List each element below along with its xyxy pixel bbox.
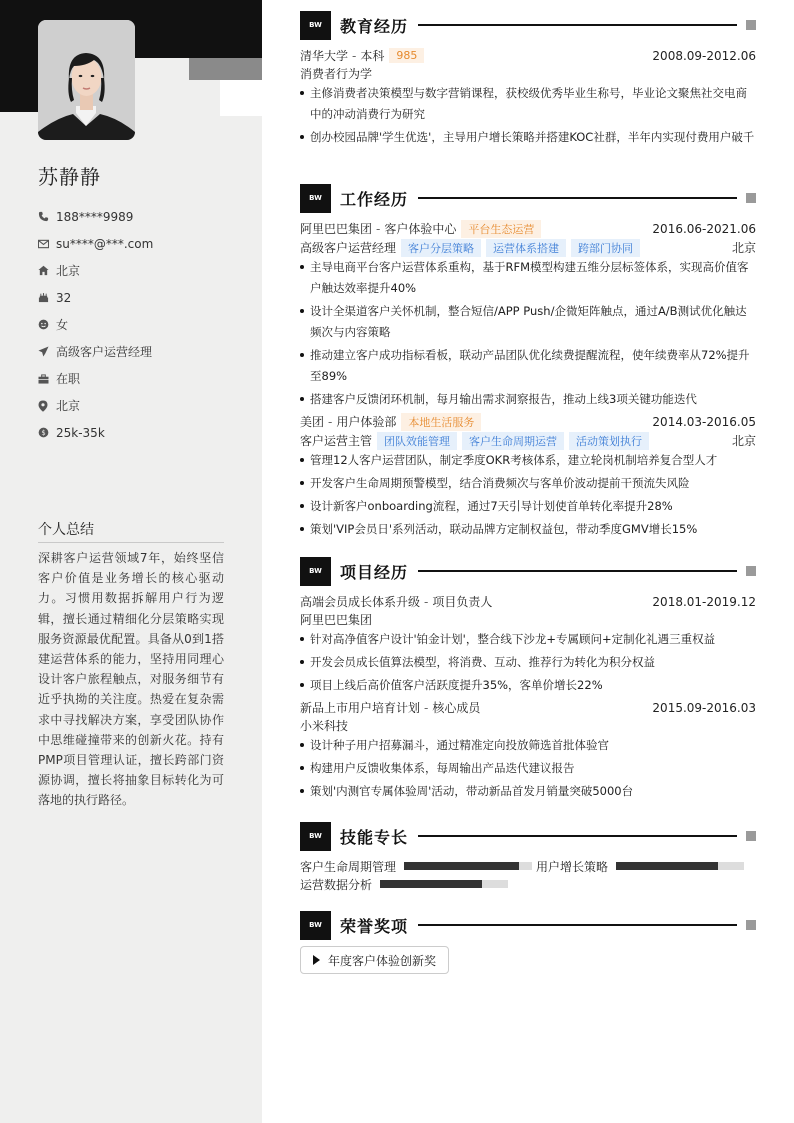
project-name: 新品上市用户培育计划 [300,701,421,715]
section-badge: BW [300,11,331,40]
list-item: 主导电商平台客户运营体系重构，基于RFM模型构建五维分层标签体系，实现高价值客户触达效率提升40% [300,257,756,299]
section-marker [746,831,756,841]
list-item: 设计种子用户招募漏斗，通过精准定向投放筛选首批体验官 [300,735,756,756]
project-org: 小米科技 [300,719,349,733]
skill-level-bar [616,862,744,870]
education-bullets [300,83,756,148]
project-org: 阿里巴巴集团 [300,613,373,627]
skills-section [300,821,756,893]
list-item: 设计全渠道客户关怀机制，整合短信/APP Push/企微矩阵触点，通过A/B测试优化触达频次与内容策略 [300,301,756,343]
section-marker [746,920,756,930]
department: 用户体验部 [336,415,397,429]
section-divider [418,570,737,572]
skill-item [300,876,508,893]
skills-list [300,857,756,893]
profile-photo [38,20,135,140]
section-marker [746,20,756,30]
school-name: 清华大学 [300,49,349,63]
project-date: 2018.01-2019.12 [652,594,756,609]
skill-name: 客户生命周期管理 [300,859,397,874]
list-item: 主修消费者决策模型与数字营销课程，获校级优秀毕业生称号，毕业论文聚焦社交电商中的冲动消费行为研究 [300,83,756,125]
section-header [300,183,756,213]
list-item: 搭建客户反馈闭环机制，每月输出需求洞察报告，推动上线3项关键功能迭代 [300,389,756,410]
gender-icon [38,319,56,330]
phone-icon [38,211,56,222]
honor-name: 年度客户体验创新奖 [328,953,437,968]
skill-tag: 团队效能管理 [377,432,457,450]
contact-text: 32 [56,290,72,305]
section-header [300,10,756,40]
mail-icon [38,239,56,249]
skill-tag: 客户生命周期运营 [462,432,564,450]
list-item: 策划'VIP会员日'系列活动，联动品牌方定制权益包，带动季度GMV增长15% [300,519,756,540]
work-section [300,183,756,542]
skill-name: 用户增长策略 [536,859,609,874]
school-tag: 985 [389,48,424,63]
skill-item [300,858,532,875]
list-item: 开发会员成长值算法模型，将消费、互动、推荐行为转化为积分权益 [300,652,756,673]
job-role: 客户运营主管 [300,434,373,448]
contact-salary [38,419,153,446]
honor-item [300,946,449,974]
skill-name: 运营数据分析 [300,877,373,892]
section-title: 技能专长 [340,827,409,847]
honors-section [300,910,756,974]
section-header [300,910,756,940]
list-item: 创办校园品牌'学生优选'，主导用户增长策略并搭建KOC社群，半年内实现付费用户破千 [300,127,756,148]
list-item: 针对高净值客户设计'铂金计划'，整合线下沙龙+专属顾问+定制化礼遇三重权益 [300,629,756,650]
section-title: 荣誉奖项 [340,916,409,936]
section-title: 工作经历 [340,189,409,209]
job-date: 2016.06-2021.06 [652,221,756,236]
job-city: 北京 [731,241,756,255]
list-item: 构建用户反馈收集体系，每周输出产品迭代建议报告 [300,758,756,779]
section-badge: BW [300,911,331,940]
job-header: 阿里巴巴集团 - 客户体验中心 平台生态运营 2016.06-2021.06 [300,221,756,236]
project-header: 新品上市用户培育计划 - 核心成员 2015.09-2016.03 [300,700,756,715]
major: 消费者行为学 [300,67,373,81]
skill-level-fill [616,862,718,870]
degree: 本科 [360,49,385,63]
contact-list [38,203,153,446]
list-item: 管理12人客户运营团队，制定季度OKR考核体系，建立轮岗机制培养复合型人才 [300,450,756,471]
job-entry [300,412,756,540]
section-badge: BW [300,184,331,213]
project-entry [300,698,756,802]
contact-text: 北京 [56,399,81,413]
company-name: 美团 [300,415,325,429]
job-role: 高级客户运营经理 [300,241,397,255]
send-icon [38,346,56,357]
project-header: 高端会员成长体系升级 - 项目负责人 2018.01-2019.12 [300,594,756,609]
summary-title: 个人总结 [38,519,224,543]
briefcase-icon [38,374,56,384]
section-divider [418,835,737,837]
svg-text:$: $ [41,428,46,437]
play-icon [313,955,320,965]
contact-text: 25k-35k [56,425,105,440]
job-bullets [300,257,756,410]
project-name: 高端会员成长体系升级 [300,595,421,609]
section-header [300,821,756,851]
list-item: 推动建立客户成功指标看板，联动产品团队优化续费提醒流程，使年续费率从72%提升至89% [300,345,756,387]
job-city: 北京 [731,434,756,448]
job-entry [300,219,756,410]
contact-home [38,257,153,284]
section-badge: BW [300,822,331,851]
skill-tag: 活动策划执行 [569,432,649,450]
contact-age [38,284,153,311]
industry-tag: 本地生活服务 [401,413,481,431]
job-bullets [300,450,756,540]
contact-phone [38,203,153,230]
header-decoration [0,58,38,112]
list-item: 策划'内测官专属体验周'活动，带动新品首发月销量突破5000台 [300,781,756,802]
education-date: 2008.09-2012.06 [652,48,756,63]
project-bullets [300,629,756,696]
contact-status [38,365,153,392]
project-date: 2015.09-2016.03 [652,700,756,715]
section-badge: BW [300,557,331,586]
section-divider [418,24,737,26]
company-name: 阿里巴巴集团 [300,222,373,236]
home-icon [38,265,56,276]
skill-tag: 运营体系搭建 [486,239,566,257]
education-section [300,10,756,150]
section-title: 项目经历 [340,562,409,582]
contact-gender [38,311,153,338]
list-item: 项目上线后高价值客户活跃度提升35%，客单价增长22% [300,675,756,696]
contact-email [38,230,153,257]
contact-title [38,338,153,365]
location-pin-icon [38,400,56,412]
contact-text: 188****9989 [56,209,134,224]
section-divider [418,197,737,199]
skill-level-bar [380,880,508,888]
candidate-name: 苏静静 [38,165,101,189]
education-row: 清华大学 - 本科 985 2008.09-2012.06 [300,48,756,63]
job-date: 2014.03-2016.05 [652,414,756,429]
contact-text: 北京 [56,264,81,278]
contact-text: 高级客户运营经理 [56,345,153,359]
section-divider [418,924,737,926]
list-item: 设计新客户onboarding流程，通过7天引导计划使首单转化率提升28% [300,496,756,517]
project-role: 项目负责人 [432,595,493,609]
project-role: 核心成员 [432,701,481,715]
contact-text: 女 [56,318,69,332]
contact-location [38,392,153,419]
cake-icon [38,292,56,303]
skill-level-bar [404,862,532,870]
skill-level-fill [380,880,482,888]
header-decoration [189,58,262,80]
skill-tag: 跨部门协同 [571,239,640,257]
job-role-row [300,238,756,257]
list-item: 开发客户生命周期预警模型，结合消费频次与客单价波动提前干预流失风险 [300,473,756,494]
section-marker [746,566,756,576]
skill-tag: 客户分层策略 [401,239,481,257]
salary-icon [38,427,56,438]
skill-item [536,858,744,875]
section-header [300,556,756,586]
contact-text: 在职 [56,372,81,386]
project-entry [300,592,756,696]
contact-text: su****@***.com [56,236,154,251]
department: 客户体验中心 [384,222,457,236]
project-bullets [300,735,756,802]
header-decoration [220,80,262,116]
skill-level-fill [404,862,519,870]
summary-text: 深耕客户运营领域7年，始终坚信客户价值是业务增长的核心驱动力。习惯用数据拆解用户行为逻辑，擅长通过精细化分层策略实现服务资源最优配置。具备从0到1搭建运营体系的能力，坚持用同理心设计客户旅程触点，对服务细节有近乎执拗的关注度。热爱在复杂需求中寻找解决方案，享受团队协作中思维碰撞带来的创新火花。持有PMP项目管理认证，擅长跨部门资源协调，擅长将抽象目标转化为可落地的执行路径。 [38,551,224,808]
projects-section [300,556,756,804]
industry-tag: 平台生态运营 [461,220,541,238]
section-marker [746,193,756,203]
job-header: 美团 - 用户体验部 本地生活服务 2014.03-2016.05 [300,414,756,429]
section-title: 教育经历 [340,16,409,36]
job-role-row [300,431,756,450]
